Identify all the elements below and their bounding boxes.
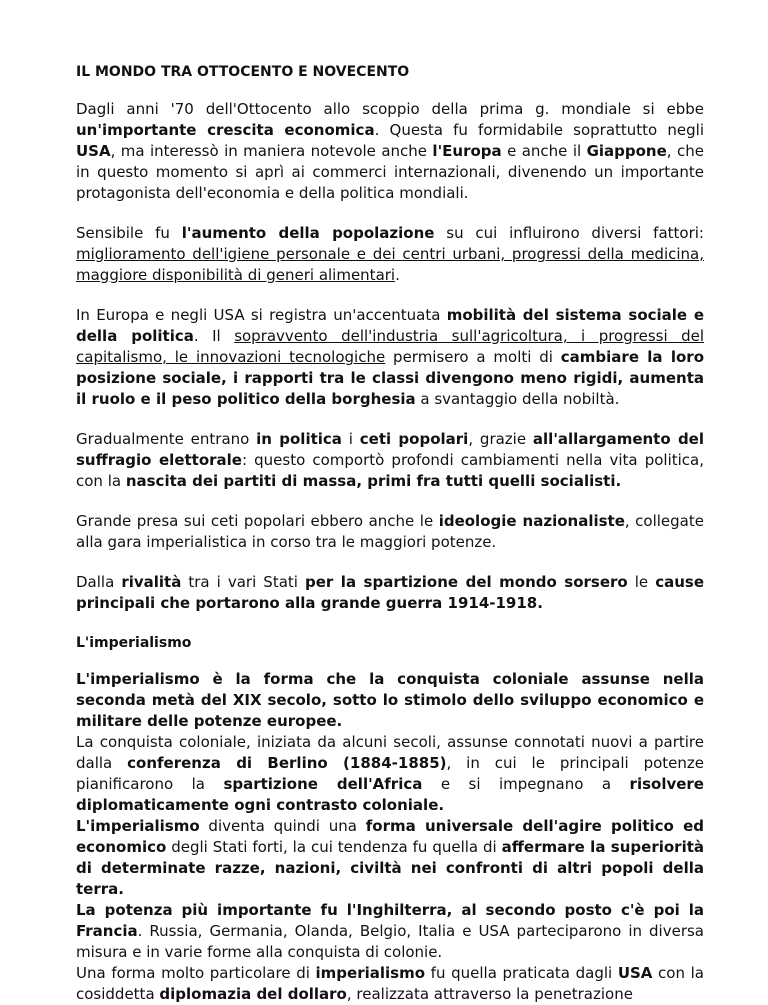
text: fu quella praticata dagli [425, 964, 618, 982]
text: Dagli anni '70 dell'Ottocento allo scoppio della prima g. mondiale si ebbe [76, 100, 704, 118]
text: i [341, 430, 360, 448]
paragraph-dollar-diplomacy [76, 963, 704, 1005]
text: e anche il [501, 142, 587, 160]
bold-text: cambiare la loro posizione sociale, i rapporti tra le classi divengono meno rigidi, aumenta il ruolo e il peso politico della borghesia [76, 348, 704, 408]
text: . Questa fu formidabile soprattutto negli [374, 121, 704, 139]
bold-text: L'imperialismo è la forma che la conquista coloniale assunse nella seconda metà del XIX secolo, sotto lo stimolo dello sviluppo economico e militare delle potenze europee. [76, 670, 704, 730]
paragraph-economic-growth [76, 99, 704, 204]
bold-text: diplomazia del dollaro [159, 985, 347, 1003]
bold-text: un'importante crescita economica [76, 121, 375, 139]
paragraph-berlin-conference [76, 732, 704, 816]
paragraph-popular-classes [76, 429, 704, 492]
text: Sensibile fu [76, 224, 182, 242]
underlined-text: sopravvento dell'industria sull'agricoltura, i progressi del capitalismo, le innovazioni tecnologiche [76, 327, 704, 366]
text: , grazie [468, 430, 533, 448]
bold-text: affermare la superiorità di determinate razze, nazioni, civiltà nei confronti di altri popoli della terra. [76, 838, 704, 898]
bold-text: risolvere diplomaticamente ogni contrasto coloniale. [76, 775, 704, 814]
paragraph-war-causes [76, 572, 704, 614]
text: Dalla [76, 573, 122, 591]
paragraph-nationalism [76, 511, 704, 553]
bold-text: spartizione dell'Africa [223, 775, 423, 793]
text: . Russia, Germania, Olanda, Belgio, Italia e USA parteciparono in diversa misura e in varie forme alla conquista di colonie. [76, 922, 704, 961]
text: : questo comportò profondi cambiamenti nella vita politica, con la [76, 451, 704, 490]
paragraph-main-powers [76, 900, 704, 963]
text: In Europa e negli USA si registra un'accentuata [76, 306, 447, 324]
text: , in cui le principali potenze pianificarono la [76, 754, 704, 793]
text: su cui influirono diversi fattori: [434, 224, 704, 242]
text: Una forma molto particolare di [76, 964, 316, 982]
text: con la cosiddetta [76, 964, 704, 1003]
text: , che in questo momento si aprì ai commerci internazionali, divenendo un importante protagonista dell'economia e della politica mondiali. [76, 142, 704, 202]
text: permisero a molti di [385, 348, 561, 366]
bold-text: USA [617, 964, 653, 982]
paragraph-population [76, 223, 704, 286]
text: degli Stati forti, la cui tendenza fu quella di [166, 838, 502, 856]
bold-text: Giappone [586, 142, 667, 160]
bold-text: mobilità del sistema sociale e della politica [76, 306, 704, 345]
bold-text: rivalità [121, 573, 182, 591]
bold-text: per la spartizione del mondo sorsero [305, 573, 628, 591]
bold-text: imperialismo [315, 964, 426, 982]
bold-text: cause principali che portarono alla grande guerra 1914-1918. [76, 573, 704, 612]
bold-text: l'aumento della popolazione [181, 224, 435, 242]
bold-text: USA [76, 142, 111, 160]
bold-text: nascita dei partiti di massa, primi fra tutti quelli socialisti. [125, 472, 622, 490]
text: a svantaggio della nobiltà. [415, 390, 620, 408]
bold-text: L'imperialismo [76, 817, 200, 835]
text: e si impegnano a [422, 775, 630, 793]
paragraph-imperialism-definition [76, 669, 704, 732]
text: , ma interessò in maniera notevole anche [110, 142, 433, 160]
bold-text: conferenza di Berlino (1884-1885) [127, 754, 447, 772]
text: . [395, 266, 400, 284]
text: le [627, 573, 656, 591]
underlined-text: miglioramento dell'igiene personale e dei centri urbani, progressi della medicina, maggiore disponibilità di generi alimentari [76, 245, 704, 284]
paragraph-universal-form [76, 816, 704, 900]
text: tra i vari Stati [181, 573, 305, 591]
text: Grande presa sui ceti popolari ebbero anche le [76, 512, 439, 530]
text: , collegate alla gara imperialistica in corso tra le maggiori potenze. [76, 512, 704, 551]
section-heading-imperialism: L'imperialismo [76, 635, 192, 651]
bold-text: ideologie nazionaliste [438, 512, 625, 530]
bold-text: La potenza più importante fu l'Inghilterra, al secondo posto c'è poi la Francia [76, 901, 704, 940]
text: Gradualmente entrano [76, 430, 257, 448]
text: diventa quindi una [199, 817, 366, 835]
bold-text: l'Europa [432, 142, 502, 160]
text: La conquista coloniale, iniziata da alcuni secoli, assunse connotati nuovi a partire dalla [76, 733, 704, 772]
bold-text: in politica [256, 430, 342, 448]
bold-text: all'allargamento del suffragio elettorale [76, 430, 704, 469]
text: , realizzata attraverso la penetrazione [346, 985, 633, 1003]
bold-text: ceti popolari [359, 430, 469, 448]
text: . Il [193, 327, 235, 345]
document-title: IL MONDO TRA OTTOCENTO E NOVECENTO [76, 64, 410, 80]
paragraph-social-mobility [76, 305, 704, 410]
bold-text: forma universale dell'agire politico ed economico [76, 817, 704, 856]
